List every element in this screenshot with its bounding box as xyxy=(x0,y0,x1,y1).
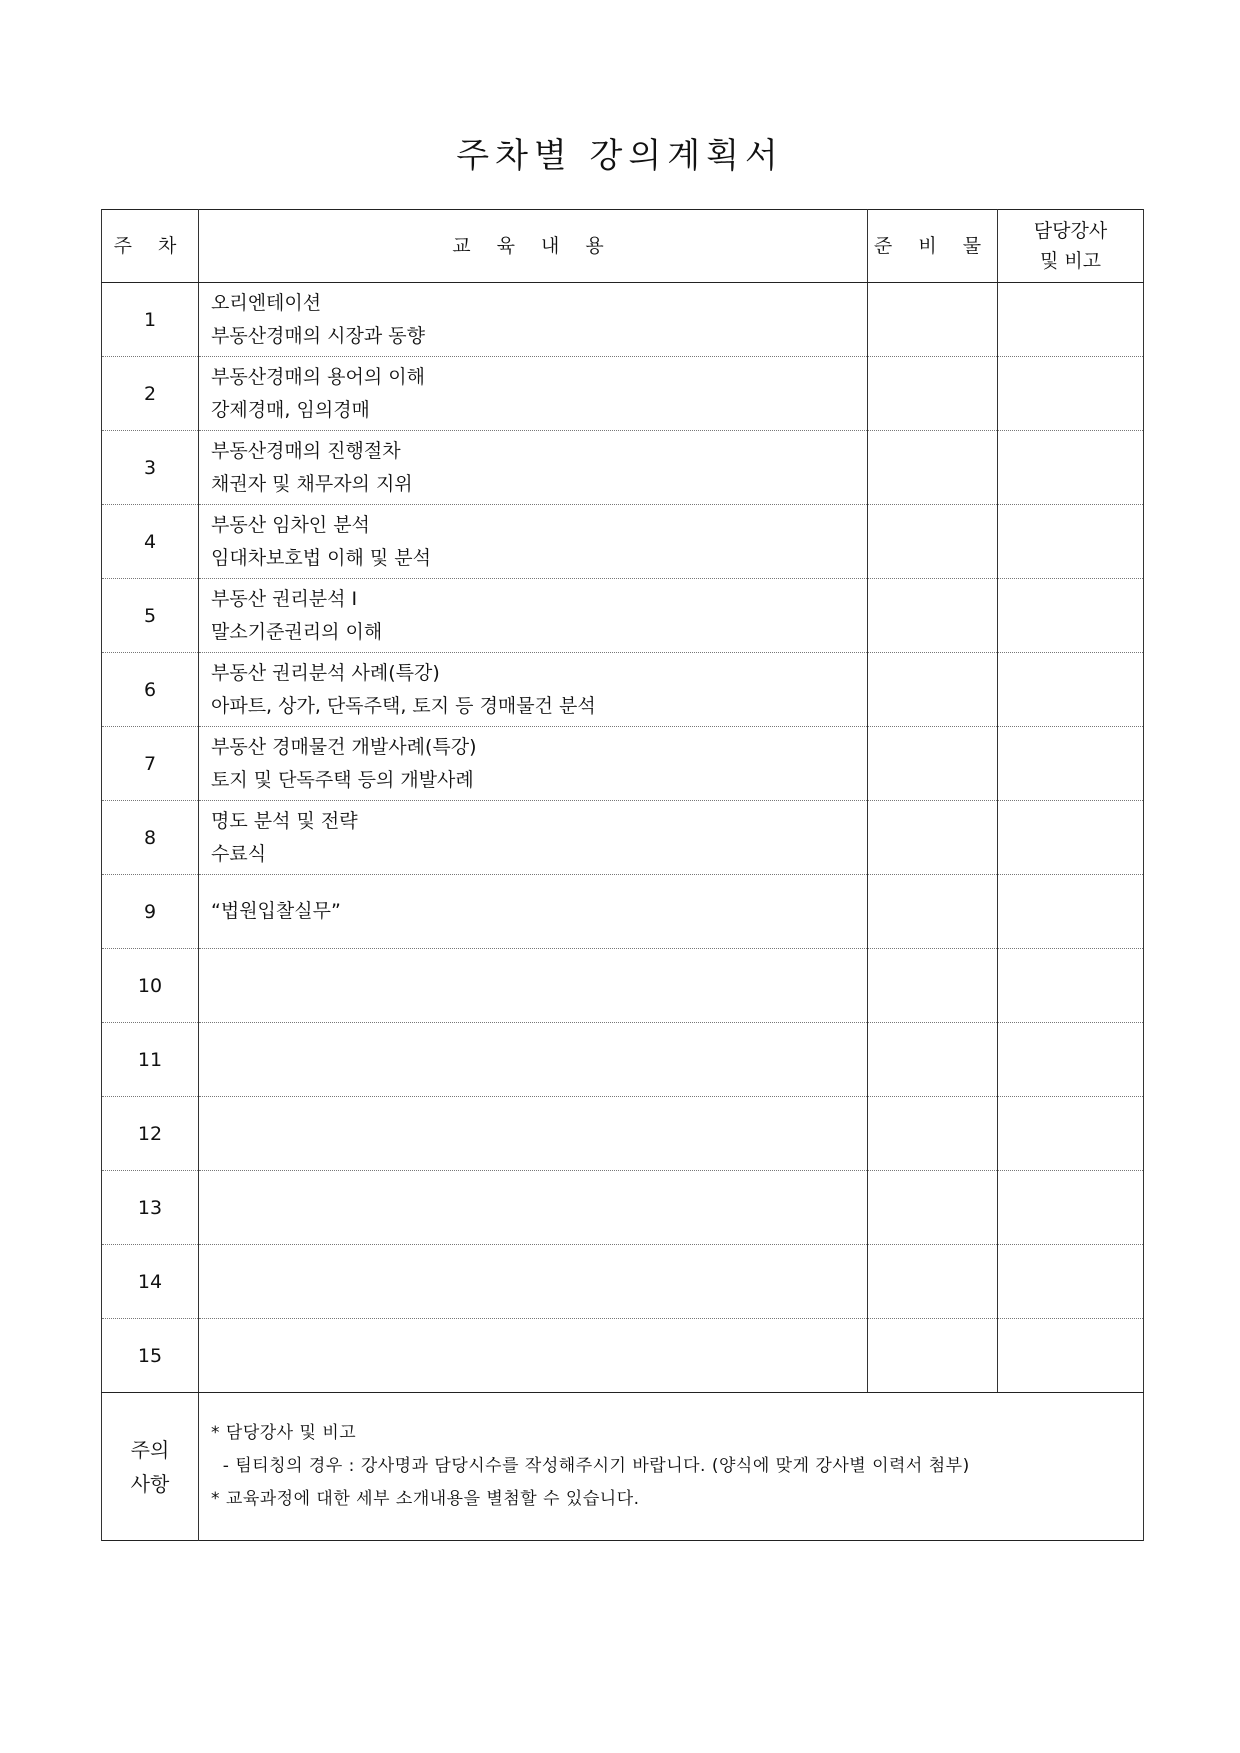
header-content: 교 육 내 용 xyxy=(199,210,868,283)
week-number: 3 xyxy=(102,431,199,505)
week-content xyxy=(199,1171,868,1245)
week-content xyxy=(199,283,868,357)
table-row xyxy=(102,1245,1144,1319)
table-row xyxy=(102,949,1144,1023)
content-line: 부동산경매의 진행절차 xyxy=(211,439,401,462)
table-row xyxy=(102,1097,1144,1171)
header-instructor: 담당강사 및 비고 xyxy=(998,210,1144,283)
content-line: “법원입찰실무” xyxy=(211,900,341,922)
instructor-cell xyxy=(998,653,1144,727)
instructor-cell xyxy=(998,1245,1144,1319)
content-line: 수료식 xyxy=(211,842,267,865)
notes-label: 주의 사항 xyxy=(102,1393,199,1541)
week-content xyxy=(199,579,868,653)
header-week: 주 차 xyxy=(102,210,199,283)
content-line: 명도 분석 및 전략 xyxy=(211,809,358,832)
content-line: 임대차보호법 이해 및 분석 xyxy=(211,546,432,569)
instructor-cell xyxy=(998,875,1144,949)
week-content xyxy=(199,727,868,801)
instructor-cell xyxy=(998,505,1144,579)
week-number: 8 xyxy=(102,801,199,875)
table-row xyxy=(102,1023,1144,1097)
week-number: 15 xyxy=(102,1319,199,1393)
week-content xyxy=(199,357,868,431)
header-row xyxy=(102,210,1144,283)
instructor-cell xyxy=(998,1097,1144,1171)
content-line: 채권자 및 채무자의 지위 xyxy=(211,472,413,495)
instructor-cell xyxy=(998,283,1144,357)
table-row xyxy=(102,727,1144,801)
materials-cell xyxy=(868,1171,998,1245)
table-row xyxy=(102,283,1144,357)
page-title: 주차별 강의계획서 xyxy=(456,136,784,176)
notes-row xyxy=(102,1393,1144,1541)
materials-cell xyxy=(868,357,998,431)
materials-cell xyxy=(868,1319,998,1393)
week-content xyxy=(199,431,868,505)
materials-cell xyxy=(868,579,998,653)
table-row xyxy=(102,579,1144,653)
week-number: 5 xyxy=(102,579,199,653)
content-line: 부동산경매의 용어의 이해 xyxy=(211,365,425,388)
instructor-cell xyxy=(998,1171,1144,1245)
week-number: 10 xyxy=(102,949,199,1023)
content-line: 아파트, 상가, 단독주택, 토지 등 경매물건 분석 xyxy=(211,694,596,717)
week-number: 14 xyxy=(102,1245,199,1319)
instructor-cell xyxy=(998,431,1144,505)
week-content xyxy=(199,949,868,1023)
instructor-cell xyxy=(998,801,1144,875)
note-line: * 교육과정에 대한 세부 소개내용을 별첨할 수 있습니다. xyxy=(211,1489,640,1509)
materials-cell xyxy=(868,801,998,875)
week-content xyxy=(199,875,868,949)
content-line: 부동산 권리분석 사례(특강) xyxy=(211,661,440,684)
header-materials: 준 비 물 xyxy=(868,210,998,283)
table-row xyxy=(102,875,1144,949)
table-row xyxy=(102,653,1144,727)
materials-cell xyxy=(868,1245,998,1319)
weekly-plan-table xyxy=(101,209,1144,1541)
content-line: 부동산경매의 시장과 동향 xyxy=(211,324,425,347)
week-number: 12 xyxy=(102,1097,199,1171)
materials-cell xyxy=(868,505,998,579)
instructor-cell xyxy=(998,1023,1144,1097)
instructor-cell xyxy=(998,949,1144,1023)
content-line: 부동산 권리분석 Ⅰ xyxy=(211,587,358,610)
week-number: 13 xyxy=(102,1171,199,1245)
instructor-cell xyxy=(998,579,1144,653)
table-row xyxy=(102,431,1144,505)
table-row xyxy=(102,357,1144,431)
note-line: - 팀티칭의 경우 : 강사명과 담당시수를 작성해주시기 바랍니다. (양식에 맞게 강사별 이력서 첨부) xyxy=(211,1456,970,1476)
content-line: 말소기준권리의 이해 xyxy=(211,620,383,643)
materials-cell xyxy=(868,727,998,801)
table-row xyxy=(102,505,1144,579)
table-row xyxy=(102,801,1144,875)
materials-cell xyxy=(868,283,998,357)
week-content xyxy=(199,1245,868,1319)
content-line: 토지 및 단독주택 등의 개발사례 xyxy=(211,768,474,791)
materials-cell xyxy=(868,653,998,727)
content-line: 오리엔테이션 xyxy=(211,291,322,314)
instructor-cell xyxy=(998,357,1144,431)
materials-cell xyxy=(868,949,998,1023)
week-number: 6 xyxy=(102,653,199,727)
week-content xyxy=(199,1319,868,1393)
notes-body xyxy=(199,1393,1144,1541)
week-number: 11 xyxy=(102,1023,199,1097)
materials-cell xyxy=(868,1097,998,1171)
table-row xyxy=(102,1319,1144,1393)
content-line: 부동산 경매물건 개발사례(특강) xyxy=(211,735,477,758)
week-number: 9 xyxy=(102,875,199,949)
week-number: 4 xyxy=(102,505,199,579)
week-content xyxy=(199,653,868,727)
week-content xyxy=(199,801,868,875)
note-line: * 담당강사 및 비고 xyxy=(211,1423,357,1443)
content-line: 부동산 임차인 분석 xyxy=(211,513,370,536)
table-row xyxy=(102,1171,1144,1245)
materials-cell xyxy=(868,431,998,505)
materials-cell xyxy=(868,1023,998,1097)
instructor-cell xyxy=(998,1319,1144,1393)
week-number: 1 xyxy=(102,283,199,357)
week-content xyxy=(199,1023,868,1097)
instructor-cell xyxy=(998,727,1144,801)
week-content xyxy=(199,505,868,579)
week-content xyxy=(199,1097,868,1171)
week-number: 2 xyxy=(102,357,199,431)
content-line: 강제경매, 임의경매 xyxy=(211,398,370,421)
week-number: 7 xyxy=(102,727,199,801)
materials-cell xyxy=(868,875,998,949)
